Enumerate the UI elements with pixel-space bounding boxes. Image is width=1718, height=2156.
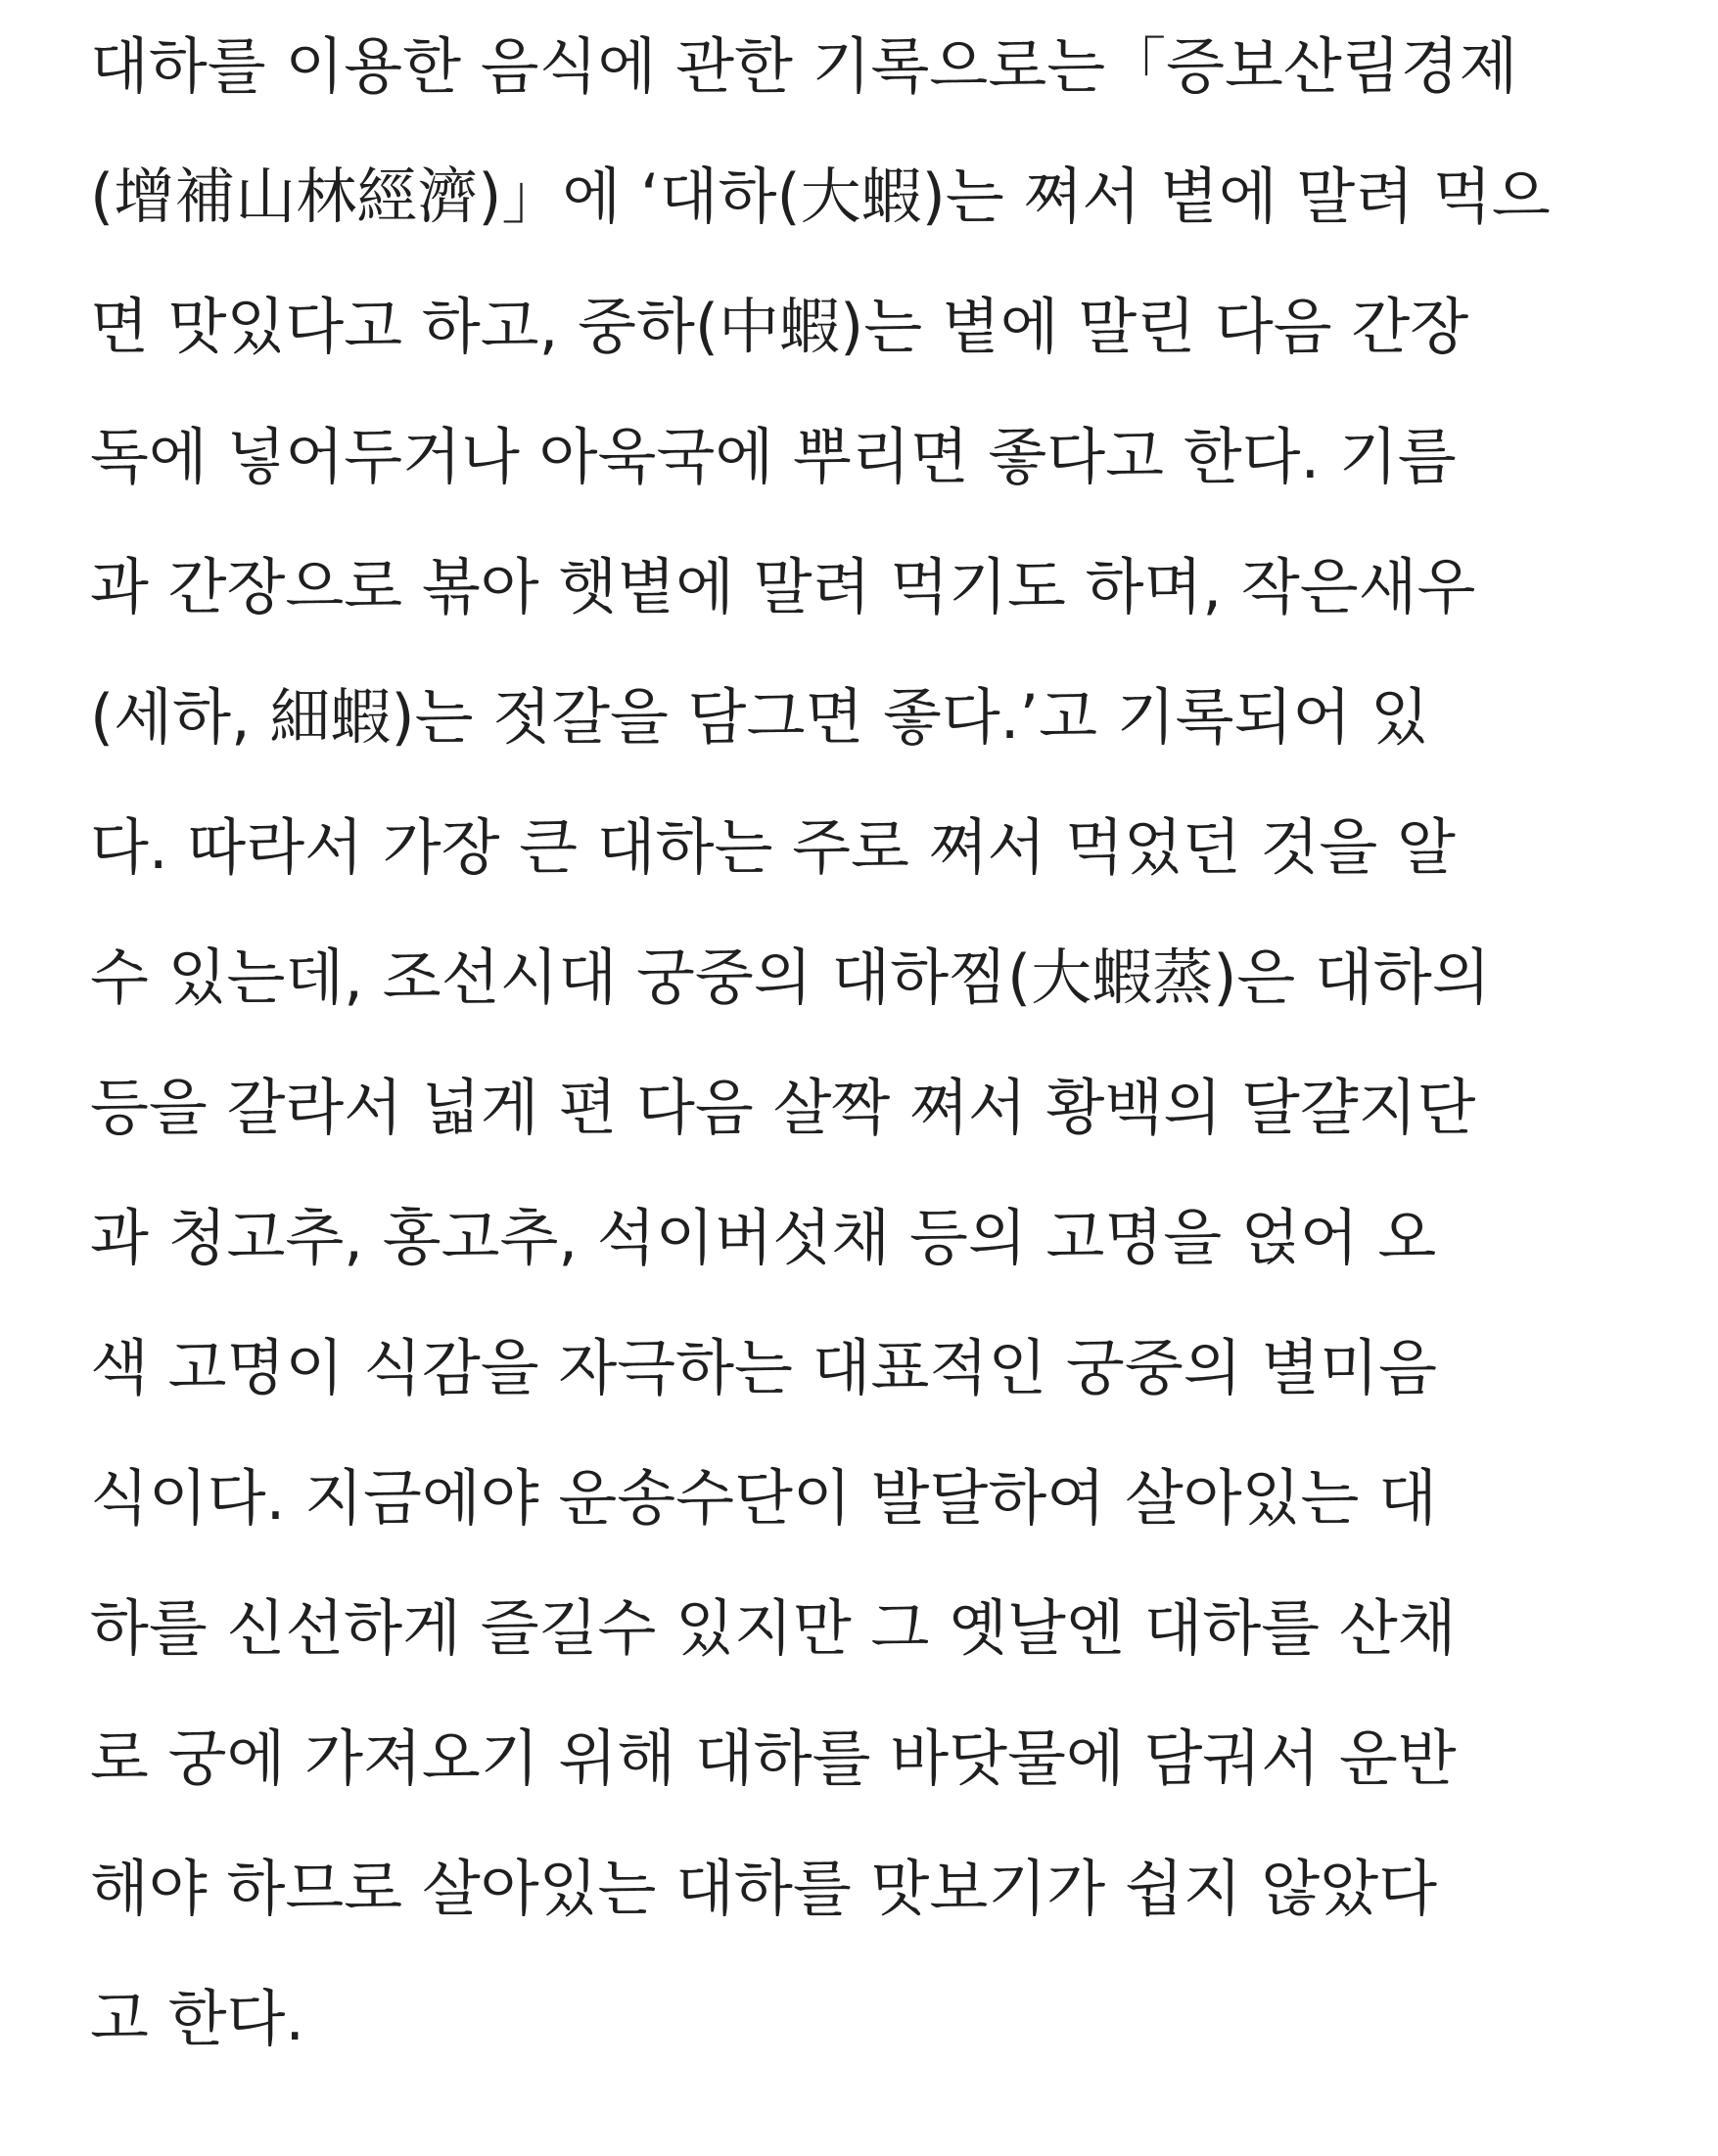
paragraph-line: 식이다. 지금에야 운송수단이 발달하여 살아있는 대 — [90, 1462, 1437, 1534]
paragraph-line: 색 고명이 식감을 자극하는 대표적인 궁중의 별미음 — [90, 1332, 1437, 1403]
paragraph-line: 로 궁에 가져오기 위해 대하를 바닷물에 담궈서 운반 — [90, 1722, 1457, 1794]
paragraph-line: (세하, 細蝦)는 젓갈을 담그면 좋다.’고 기록되어 있 — [90, 681, 1429, 753]
paragraph-line: 대하를 이용한 음식에 관한 기록으로는「증보산림경제 — [90, 30, 1518, 102]
paragraph-line: 하를 신선하게 즐길수 있지만 그 옛날엔 대하를 산채 — [90, 1592, 1457, 1664]
paragraph-line: 등을 갈라서 넓게 편 다음 살짝 쪄서 황백의 달걀지단 — [90, 1072, 1476, 1143]
paragraph-line: 독에 넣어두거나 아욱국에 뿌리면 좋다고 한다. 기름 — [90, 421, 1457, 492]
paragraph-line: 면 맛있다고 하고, 중하(中蝦)는 볕에 말린 다음 간장 — [90, 291, 1469, 362]
paragraph-line: (增補山林經濟)」에 ‘대하(大蝦)는 쪄서 볕에 말려 먹으 — [90, 161, 1551, 232]
paragraph-line: 해야 하므로 살아있는 대하를 맛보기가 쉽지 않았다 — [90, 1853, 1437, 1924]
paragraph-line: 과 간장으로 볶아 햇볕에 말려 먹기도 하며, 작은새우 — [90, 551, 1476, 622]
paragraph-line: 과 청고추, 홍고추, 석이버섯채 등의 고명을 얹어 오 — [90, 1202, 1437, 1273]
paragraph-line: 고 한다. — [90, 1983, 305, 2054]
paragraph-line: 수 있는데, 조선시대 궁중의 대하찜(大蝦蒸)은 대하의 — [90, 941, 1491, 1013]
paragraph-line: 다. 따라서 가장 큰 대하는 주로 쪄서 먹었던 것을 알 — [90, 811, 1456, 883]
